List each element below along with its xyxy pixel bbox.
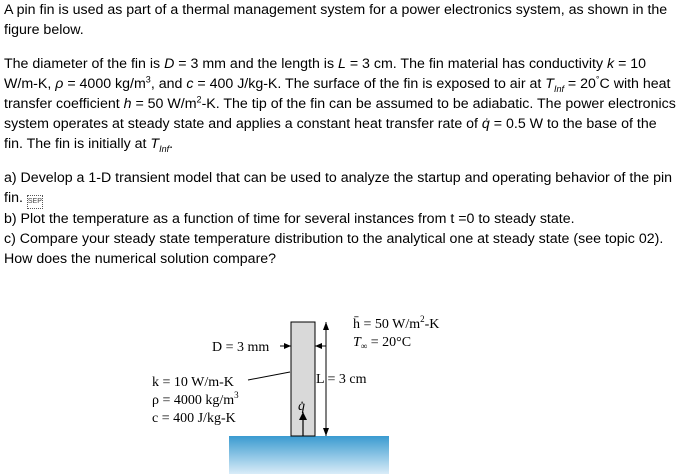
ambient-temp-value: = 20°C (367, 335, 412, 350)
parameters-paragraph (4, 54, 678, 154)
htc-text: h̄ = 50 W/m (353, 317, 421, 332)
temperature-symbol: T (545, 76, 554, 92)
degree-mark: ° (595, 74, 600, 85)
conductivity-label: k = 10 W/m-K (152, 375, 234, 390)
specific-heat-symbol: c (186, 76, 194, 92)
ambient-temp-label (353, 335, 411, 351)
part-b: b) Plot the temperature as a function of time for several instances from t =0 to steady state. (4, 211, 575, 227)
text-run: . (169, 136, 174, 152)
text-run: C with heat transfer coefficient (4, 76, 671, 112)
intro-paragraph: A pin fin is used as part of a thermal management system for a power electronics system, as shown in the figure below. (4, 2, 668, 38)
density-exponent: 3 (234, 390, 239, 400)
text-run: = 0.5 W to the base of the fin. The fin is initially at (4, 116, 657, 152)
text-run: , and (150, 76, 187, 92)
htc-unit: -K (424, 317, 440, 332)
heated-base (229, 436, 389, 474)
length-arrowhead-top (323, 322, 329, 330)
htc-label (353, 314, 439, 332)
conductivity-symbol: k (607, 56, 615, 72)
sep-placeholder-icon: SEP (27, 195, 43, 209)
text-run: -K. The tip of the fin can be assumed to be adiabatic. The power electronics system operates at steady state and applies a constant heat transfer rate of (4, 96, 676, 132)
length-label: L = 3 cm (316, 372, 367, 387)
superscript: 2 (196, 94, 202, 105)
diameter-label: D = 3 mm (212, 340, 270, 355)
length-symbol: L (338, 56, 346, 72)
text-run: = 50 W/m (131, 96, 197, 112)
pin-fin-figure (0, 300, 682, 474)
heat-rate-symbol: q̇ (481, 116, 490, 132)
text-run: = 10 W/m-K, (4, 56, 647, 92)
ambient-temp-symbol: T (353, 335, 361, 350)
ambient-temp-subscript: ∞ (360, 341, 368, 351)
diameter-arrowhead-left (284, 343, 291, 349)
density-symbol: ρ (55, 76, 64, 92)
problem-document (4, 0, 678, 269)
text-run: The diameter of the fin is (4, 56, 165, 72)
diameter-symbol: D (164, 56, 175, 72)
text-run: = 3 mm and the length is (174, 56, 338, 72)
text-run: = 400 J/kg-K. The surface of the fin is exposed to air at (193, 76, 546, 92)
text-run: = 3 cm. The fin material has conductivity (345, 56, 608, 72)
heat-rate-label: q̇ (298, 399, 305, 414)
properties-leader (248, 372, 290, 380)
part-a (4, 168, 678, 209)
htc-exponent: 2 (420, 314, 425, 324)
part-c: c) Compare your steady state temperature distribution to the analytical one at steady state (see topic 02). How does the numerical solution compare? (4, 231, 664, 267)
part-a-text: a) Develop a 1-D transient model that can be used to analyze the startup and operating behavior of the pin fin. (4, 170, 673, 206)
specific-heat-label: c = 400 J/kg-K (152, 411, 236, 426)
length-arrowhead-bottom (323, 428, 329, 436)
superscript: 3 (145, 74, 151, 85)
text-run: = 20 (563, 76, 596, 92)
density-label (152, 390, 239, 408)
temperature-symbol: T (150, 136, 160, 152)
diameter-arrowhead-right (315, 343, 322, 349)
density-text: ρ = 4000 kg/m (152, 393, 235, 408)
subscript: Inf (159, 143, 170, 154)
text-run: = 4000 kg/m (63, 76, 146, 92)
subscript: Inf (553, 83, 564, 94)
htc-symbol: h (123, 96, 132, 112)
